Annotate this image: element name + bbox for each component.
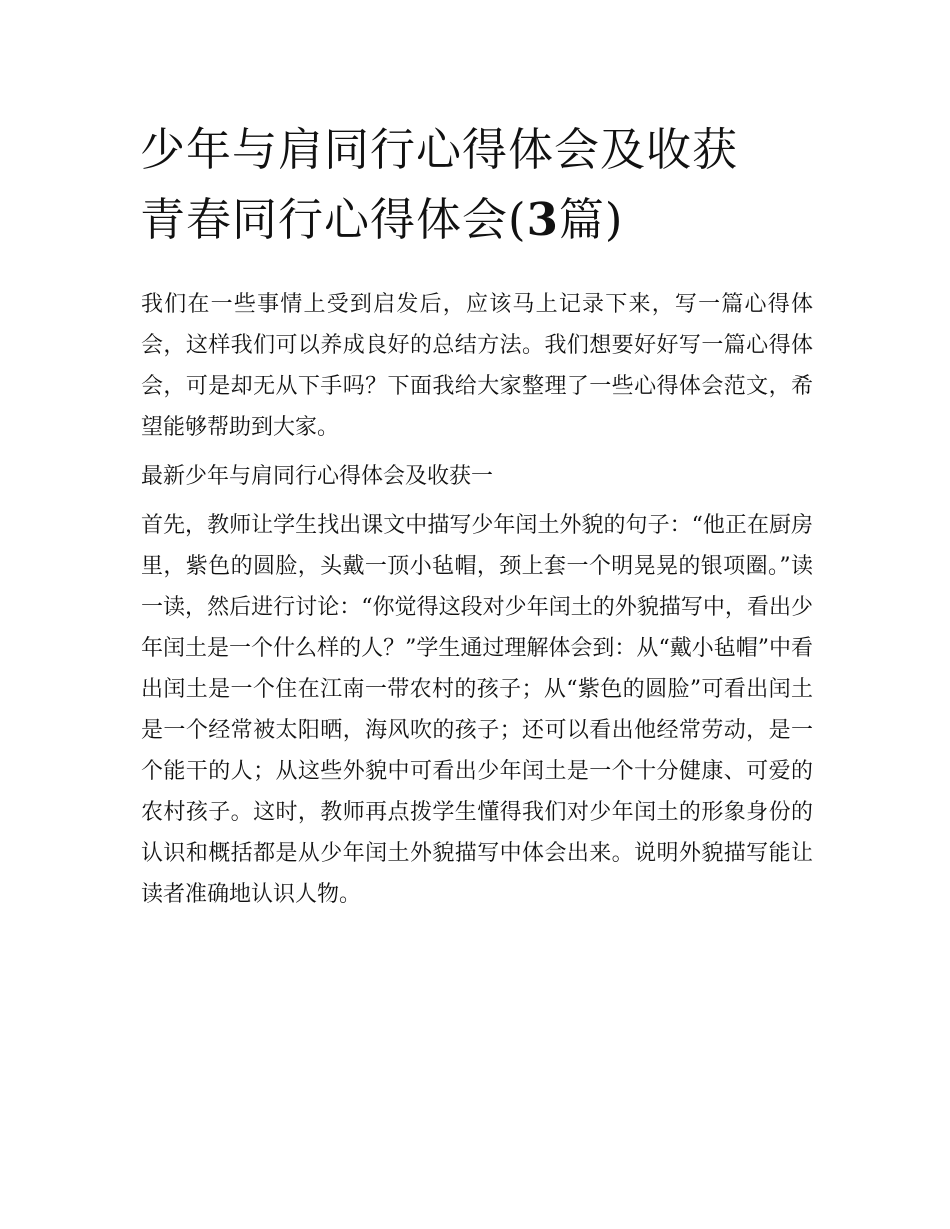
title-line-1: 少年与肩同行心得体会及收获	[140, 123, 739, 176]
title-line-2: 青春同行心得体会(3篇)	[140, 193, 624, 246]
intro-paragraph: 我们在一些事情上受到启发后，应该马上记录下来，写一篇心得体会，这样我们可以养成良好的总结方法。我们想要好好写一篇心得体会，可是却无从下手吗？下面我给大家整理了一些心得体会范文，希望能够帮助到大家。	[141, 292, 813, 440]
title-count: 3	[526, 193, 559, 246]
document-title	[140, 115, 820, 255]
section-heading: 最新少年与肩同行心得体会及收获一	[141, 464, 494, 489]
body-paragraph: 首先，教师让学生找出课文中描写少年闰土外貌的句子：“他正在厨房里，紫色的圆脸，头戴一顶小毡帽，颈上套一个明晃晃的银项圈。”读一读，然后进行讨论：“你觉得这段对少年闰土的外貌描写中，看出少年闰土是一个什么样的人？”学生通过理解体会到：从“戴小毡帽”中看出闰土是一个住在江南一带农村的孩子；从“紫色的圆脸”可看出闰土是一个经常被太阳晒，海风吹的孩子；还可以看出他经常劳动，是一个能干的人；从这些外貌中可看出少年闰土是一个十分健康、可爱的农村孩子。这时，教师再点拨学生懂得我们对少年闰土的形象身份的认识和概括都是从少年闰土外貌描写中体会出来。说明外貌描写能让读者准确地认识人物。	[141, 513, 813, 907]
document-body	[141, 284, 813, 915]
